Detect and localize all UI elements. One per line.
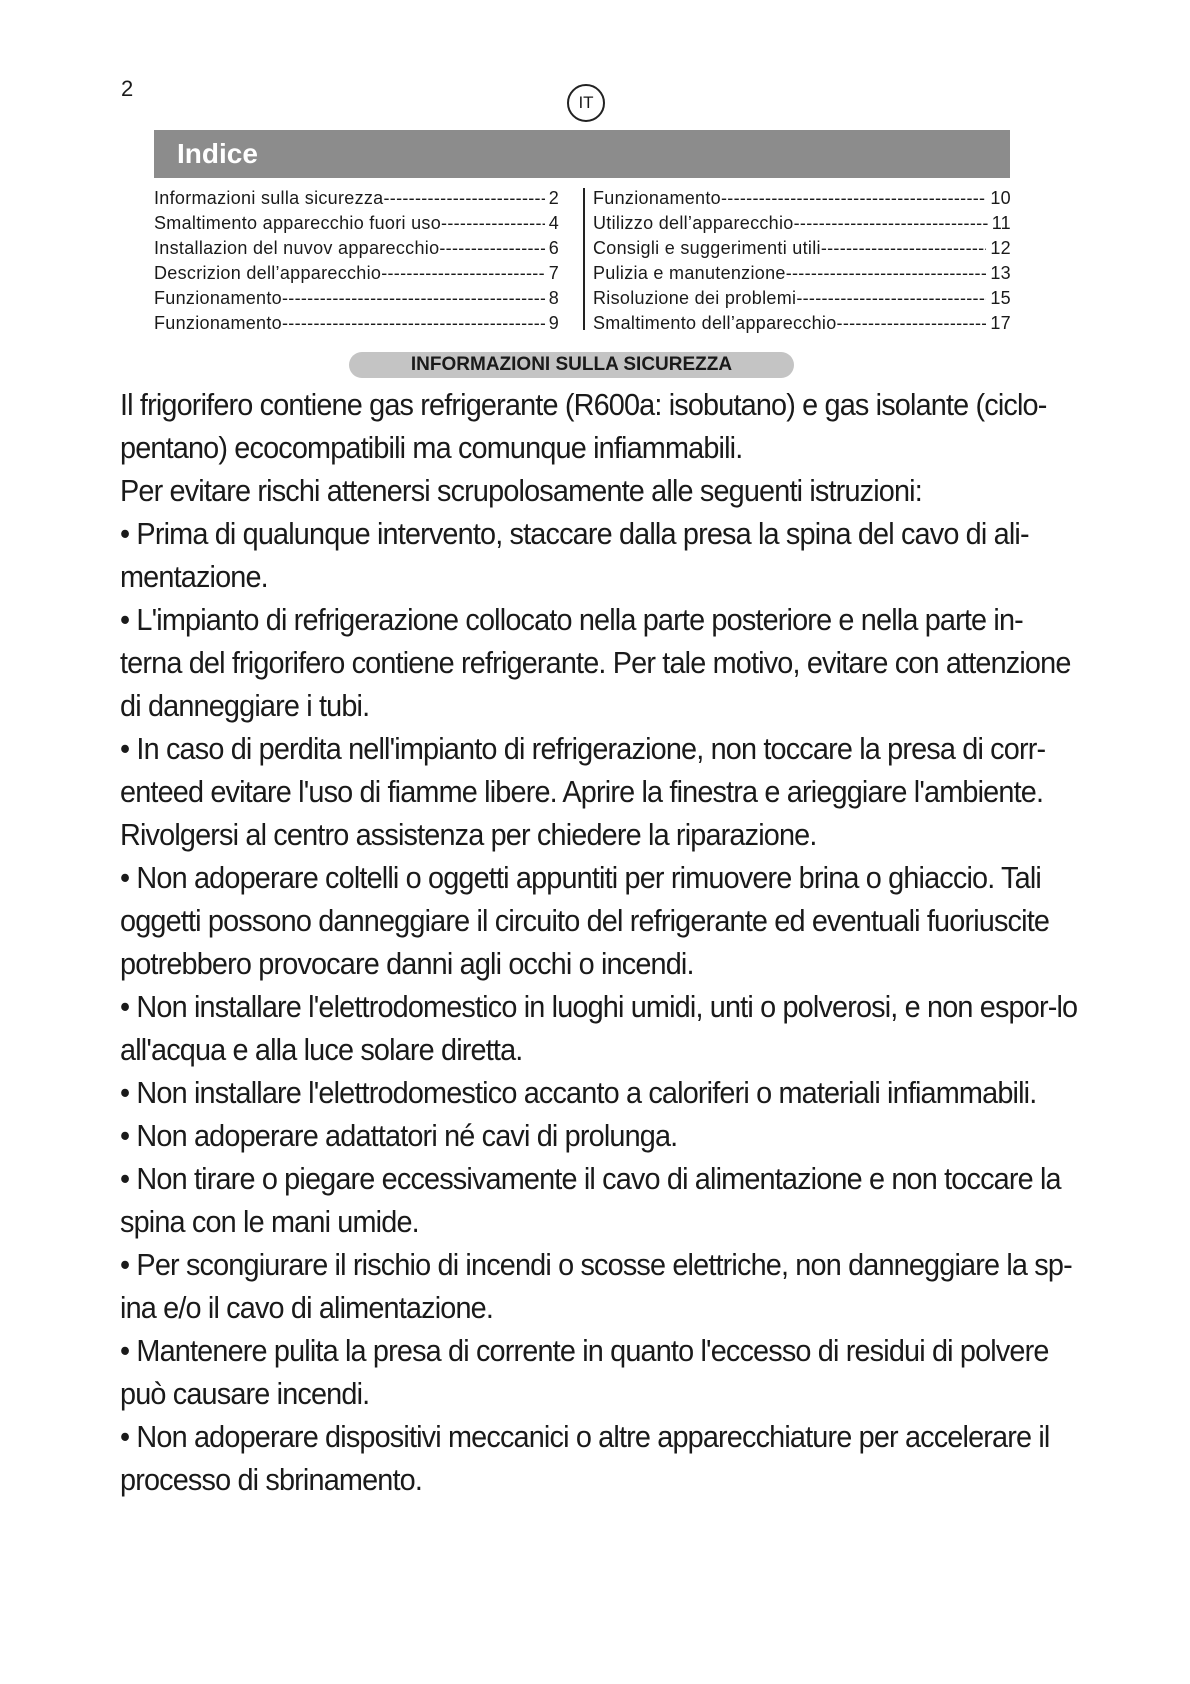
bullet-item: • Per scongiurare il rischio di incendi o scosse elettriche, non danneggiare la sp-ina e/o il cavo di alimentazione. [120, 1247, 1072, 1325]
bullet-item: • In caso di perdita nell'impianto di refrigerazione, non toccare la presa di corr-enteed evitare l'uso di fiamme libere. Aprire la finestra e arieggiare l'ambiente. Rivolgersi al centro assistenza per chiedere la riparazione. [120, 731, 1046, 852]
toc-entry-title: Pulizia e manutenzione [593, 263, 786, 283]
toc-leader [837, 311, 987, 336]
toc-entry[interactable] [154, 261, 559, 286]
toc-entry-title: Funzionamento [154, 288, 282, 308]
toc-entry[interactable] [154, 286, 559, 311]
bullet-item: • Non installare l'elettrodomestico in luoghi umidi, unti o polverosi, e non espor-lo all'acqua e alla luce solare diretta. [120, 989, 1078, 1067]
toc-entry[interactable] [154, 311, 559, 336]
toc-leader [441, 211, 545, 236]
toc-right-column [593, 186, 1011, 336]
toc-entry-page: 9 [548, 313, 559, 333]
bullet-item: • Non installare l'elettrodomestico accanto a caloriferi o materiali infiammabili. [120, 1075, 1037, 1110]
bullet-item: • Non adoperare adattatori né cavi di prolunga. [120, 1118, 678, 1153]
toc-leader [381, 261, 544, 286]
toc-entry[interactable] [154, 186, 559, 211]
toc-entry[interactable] [593, 186, 1011, 211]
toc-entry-title: Smaltimento apparecchio fuori uso [154, 213, 442, 233]
toc-entry-title: Installazion del nuvov apparecchio [154, 238, 440, 258]
bullet-item: • Non adoperare coltelli o oggetti appuntiti per rimuovere brina o ghiaccio. Tali oggetti possono danneggiare il circuito del refrigerante ed eventuali fuoriuscite potrebbero provocare danni agli occhi o incendi. [120, 860, 1050, 981]
toc-entry-page: 2 [548, 188, 559, 208]
toc-leader [796, 286, 986, 311]
toc-entry[interactable] [593, 286, 1011, 311]
toc-leader [721, 186, 986, 211]
toc-entry[interactable] [593, 311, 1011, 336]
toc-entry-page: 17 [990, 313, 1011, 333]
section-heading [349, 352, 794, 378]
toc-left-column [154, 186, 559, 336]
toc-leader [282, 286, 545, 311]
toc-entry-page: 13 [990, 263, 1011, 283]
toc-entry-title: Utilizzo dell’apparecchio [593, 213, 794, 233]
toc-entry-page: 15 [990, 288, 1011, 308]
toc-entry-title: Smaltimento dell’apparecchio [593, 313, 837, 333]
page-number: 2 [121, 76, 134, 101]
toc-leader [282, 311, 545, 336]
toc-entry[interactable] [593, 261, 1011, 286]
toc-leader [821, 236, 987, 261]
bullet-item: • Mantenere pulita la presa di corrente in quanto l'eccesso di residui di polvere può causare incendi. [120, 1333, 1049, 1411]
language-badge [567, 84, 605, 122]
toc-entry-page: 10 [990, 188, 1011, 208]
language-badge-label: IT [578, 93, 594, 112]
toc-leader [786, 261, 987, 286]
toc-entry-title: Funzionamento [593, 188, 721, 208]
index-header [154, 130, 1010, 178]
toc-entry-title: Consigli e suggerimenti utili [593, 238, 821, 258]
toc-entry-page: 4 [548, 213, 559, 233]
toc-entry[interactable] [154, 211, 559, 236]
toc-leader [439, 236, 544, 261]
toc-entry[interactable] [154, 236, 559, 261]
toc-entry-title: Funzionamento [154, 313, 282, 333]
toc-entry-page: 12 [990, 238, 1011, 258]
intro-paragraph: Il frigorifero contiene gas refrigerante (R600a: isobutano) e gas isolante (ciclo-pentano) ecocompatibili ma comunque infiammabili. [120, 387, 1047, 465]
toc-entry-page: 11 [991, 213, 1011, 233]
toc-leader [794, 211, 988, 236]
index-title: Indice [177, 138, 258, 169]
toc-divider [583, 188, 585, 330]
toc-entry-page: 8 [548, 288, 559, 308]
toc-entry-page: 6 [548, 238, 559, 258]
bullet-item: • Non adoperare dispositivi meccanici o altre apparecchiature per accelerare il processo di sbrinamento. [120, 1419, 1050, 1497]
bullet-item: • L'impianto di refrigerazione collocato nella parte posteriore e nella parte in-terna del frigorifero contiene refrigerante. Per tale motivo, evitare con attenzione di danneggiare i tubi. [120, 602, 1071, 723]
intro-paragraph: Per evitare rischi attenersi scrupolosamente alle seguenti istruzioni: [120, 473, 922, 508]
toc-entry-title: Descrizion dell’apparecchio [154, 263, 382, 283]
safety-text [120, 383, 1078, 1501]
bullet-item: • Non tirare o piegare eccessivamente il cavo di alimentazione e non toccare la spina con le mani umide. [120, 1161, 1061, 1239]
bullet-item: • Prima di qualunque intervento, staccare dalla presa la spina del cavo di ali-mentazione. [120, 516, 1029, 594]
toc-entry-title: Informazioni sulla sicurezza [154, 188, 384, 208]
toc-entry-title: Risoluzione dei problemi [593, 288, 797, 308]
toc-entry[interactable] [593, 236, 1011, 261]
toc-entry-page: 7 [548, 263, 559, 283]
toc-leader [384, 186, 545, 211]
section-heading-label: INFORMAZIONI SULLA SICUREZZA [410, 354, 733, 375]
toc-entry[interactable] [593, 211, 1011, 236]
